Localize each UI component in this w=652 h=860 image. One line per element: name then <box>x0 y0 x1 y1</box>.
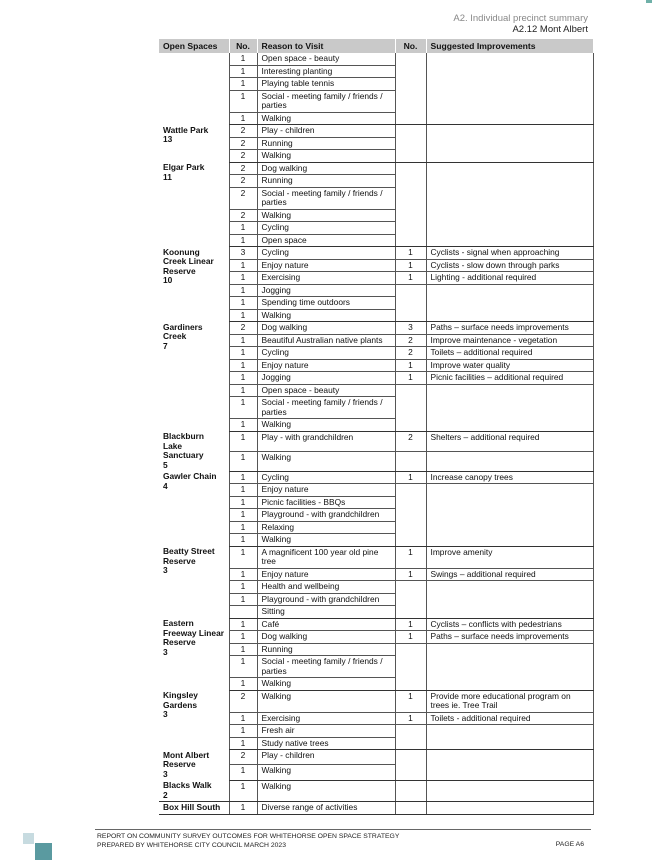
suggested-improvement: Swings – additional required <box>426 568 593 581</box>
reason-to-visit: Walking <box>257 780 395 802</box>
visit-count: 1 <box>229 53 257 65</box>
visit-count: 1 <box>229 451 257 471</box>
table-row <box>159 431 593 451</box>
header-section: A2. Individual precinct summary <box>453 13 588 24</box>
visit-count: 1 <box>229 618 257 631</box>
visit-count: 2 <box>229 750 257 765</box>
suggested-improvement: Picnic facilities – additional required <box>426 372 593 385</box>
suggested-improvement <box>426 581 593 594</box>
reason-to-visit: Play - children <box>257 750 395 765</box>
footer-prepared-by: PREPARED BY WHITEHORSE CITY COUNCIL MARCH 2023 <box>97 841 286 849</box>
suggested-improvement: Lighting - additional required <box>426 272 593 285</box>
suggestion-count: 1 <box>395 372 426 385</box>
suggestion-count: 1 <box>395 546 426 568</box>
reason-to-visit: Open space - beauty <box>257 384 395 397</box>
suggested-improvement <box>426 725 593 738</box>
suggestion-count: 2 <box>395 431 426 451</box>
suggested-improvement: Provide more educational program on trees ie. Tree Trail <box>426 690 593 712</box>
visit-count: 1 <box>229 521 257 534</box>
reason-to-visit: Health and wellbeing <box>257 581 395 594</box>
footer-divider <box>95 829 591 830</box>
suggestion-count: 1 <box>395 631 426 644</box>
suggested-improvement <box>426 593 593 606</box>
suggested-improvement <box>426 284 593 297</box>
reason-to-visit: Walking <box>257 678 395 691</box>
open-space-name: Kingsley Gardens 3 <box>163 690 198 719</box>
reason-to-visit: Exercising <box>257 712 395 725</box>
suggested-improvement <box>426 309 593 322</box>
visit-count: 1 <box>229 509 257 522</box>
suggestion-count <box>395 593 426 606</box>
visit-count: 1 <box>229 534 257 547</box>
col-open-spaces: Open Spaces <box>159 39 229 53</box>
visit-count: 1 <box>229 234 257 247</box>
visit-count: 1 <box>229 297 257 310</box>
open-space-name: Wattle Park 13 <box>163 124 209 144</box>
reason-to-visit: Walking <box>257 690 395 712</box>
footer-report-title: REPORT ON COMMUNITY SURVEY OUTCOMES FOR WHITEHORSE OPEN SPACE STRATEGY <box>97 833 400 840</box>
reason-to-visit: Walking <box>257 112 395 125</box>
suggestion-count: 3 <box>395 322 426 335</box>
visit-count: 2 <box>229 125 257 138</box>
open-space-name: Box Hill South <box>159 802 229 815</box>
suggestion-count <box>395 234 426 247</box>
visit-count: 2 <box>229 137 257 150</box>
suggested-improvement <box>426 125 593 138</box>
corner-accent <box>646 0 652 3</box>
visit-count: 2 <box>229 150 257 163</box>
visit-count: 1 <box>229 90 257 112</box>
suggestion-count <box>395 534 426 547</box>
reason-to-visit: Play - children <box>257 125 395 138</box>
reason-to-visit: Cycling <box>257 471 395 484</box>
suggested-improvement: Cyclists – conflicts with pedestrians <box>426 618 593 631</box>
visit-count: 1 <box>229 112 257 125</box>
suggested-improvement <box>426 534 593 547</box>
suggestion-count <box>395 606 426 619</box>
visit-count: 1 <box>229 471 257 484</box>
suggestion-count <box>395 419 426 432</box>
suggested-improvement <box>426 90 593 112</box>
suggestion-count: 1 <box>395 618 426 631</box>
suggested-improvement <box>426 656 593 678</box>
reason-to-visit: Relaxing <box>257 521 395 534</box>
reason-to-visit: Picnic facilities - BBQs <box>257 496 395 509</box>
col-reason: Reason to Visit <box>257 39 395 53</box>
suggestion-count <box>395 175 426 188</box>
suggestion-count <box>395 521 426 534</box>
suggested-improvement <box>426 451 593 471</box>
visit-count: 1 <box>229 656 257 678</box>
table-row <box>159 780 593 802</box>
reason-to-visit: Dog walking <box>257 322 395 335</box>
visit-count: 3 <box>229 247 257 260</box>
visit-count: 2 <box>229 209 257 222</box>
suggestion-count <box>395 643 426 656</box>
suggestion-count <box>395 496 426 509</box>
suggested-improvement <box>426 209 593 222</box>
visit-count: 1 <box>229 568 257 581</box>
suggestion-count: 1 <box>395 690 426 712</box>
reason-to-visit: Playing table tennis <box>257 78 395 91</box>
reason-to-visit: Walking <box>257 451 395 471</box>
suggestion-count <box>395 209 426 222</box>
col-no: No. <box>229 39 257 53</box>
visit-count: 1 <box>229 397 257 419</box>
reason-to-visit: Social - meeting family / friends / parties <box>257 90 395 112</box>
reason-to-visit: Interesting planting <box>257 65 395 78</box>
open-space-name <box>159 53 229 125</box>
reason-to-visit: Walking <box>257 309 395 322</box>
reason-to-visit: Walking <box>257 150 395 163</box>
suggestion-count <box>395 309 426 322</box>
visit-count: 1 <box>229 334 257 347</box>
suggested-improvement <box>426 137 593 150</box>
suggestion-count: 1 <box>395 359 426 372</box>
table-row <box>159 802 593 815</box>
suggested-improvement <box>426 222 593 235</box>
suggestion-count <box>395 451 426 471</box>
suggestion-count <box>395 397 426 419</box>
visit-count: 1 <box>229 678 257 691</box>
suggestion-count: 2 <box>395 334 426 347</box>
visit-count <box>229 606 257 619</box>
visit-count: 1 <box>229 780 257 802</box>
suggestion-count <box>395 162 426 175</box>
reason-to-visit: Playground - with grandchildren <box>257 593 395 606</box>
reason-to-visit: Café <box>257 618 395 631</box>
suggested-improvement <box>426 112 593 125</box>
suggestion-count: 1 <box>395 259 426 272</box>
open-space-name: Eastern Freeway Linear Reserve 3 <box>163 618 224 657</box>
visit-count: 2 <box>229 187 257 209</box>
visit-count: 1 <box>229 347 257 360</box>
col-no-suggestions: No. <box>395 39 426 53</box>
visit-count: 1 <box>229 765 257 780</box>
reason-to-visit: Open space - beauty <box>257 53 395 65</box>
visit-count: 1 <box>229 372 257 385</box>
table-row <box>159 53 593 65</box>
suggestion-count <box>395 90 426 112</box>
suggestion-count <box>395 509 426 522</box>
reason-to-visit: Cycling <box>257 347 395 360</box>
page-number: PAGE A6 <box>555 841 584 848</box>
visit-count: 1 <box>229 802 257 815</box>
suggestion-count <box>395 150 426 163</box>
suggested-improvement <box>426 397 593 419</box>
footer <box>97 833 399 850</box>
reason-to-visit: Social - meeting family / friends / parties <box>257 187 395 209</box>
table-row <box>159 618 593 631</box>
visit-count: 1 <box>229 431 257 451</box>
visit-count: 1 <box>229 725 257 738</box>
table-row <box>159 247 593 260</box>
table-body <box>159 53 593 814</box>
header-subsection: A2.12 Mont Albert <box>512 24 588 35</box>
visit-count: 1 <box>229 546 257 568</box>
table-row <box>159 322 593 335</box>
suggested-improvement <box>426 750 593 765</box>
reason-to-visit: Dog walking <box>257 162 395 175</box>
suggested-improvement <box>426 53 593 65</box>
suggested-improvement: Increase canopy trees <box>426 471 593 484</box>
visit-count: 2 <box>229 162 257 175</box>
suggestion-count <box>395 384 426 397</box>
suggestion-count: 1 <box>395 568 426 581</box>
visit-count: 2 <box>229 175 257 188</box>
visit-count: 1 <box>229 359 257 372</box>
suggested-improvement: Cyclists - slow down through parks <box>426 259 593 272</box>
open-space-name: Gardiners Creek 7 <box>163 321 203 351</box>
suggested-improvement <box>426 509 593 522</box>
suggestion-count <box>395 222 426 235</box>
reason-to-visit: Play - with grandchildren <box>257 431 395 451</box>
suggestion-count <box>395 765 426 780</box>
table-row <box>159 690 593 712</box>
reason-to-visit: A magnificent 100 year old pine tree <box>257 546 395 568</box>
suggested-improvement: Shelters – additional required <box>426 431 593 451</box>
suggested-improvement <box>426 150 593 163</box>
suggestion-count <box>395 112 426 125</box>
visit-count: 2 <box>229 322 257 335</box>
visit-count: 1 <box>229 631 257 644</box>
visit-count: 1 <box>229 643 257 656</box>
visit-count: 1 <box>229 581 257 594</box>
table-row <box>159 471 593 484</box>
visit-count: 1 <box>229 419 257 432</box>
reason-to-visit: Social - meeting family / friends / parties <box>257 656 395 678</box>
visit-count: 1 <box>229 712 257 725</box>
reason-to-visit: Fresh air <box>257 725 395 738</box>
reason-to-visit: Study native trees <box>257 737 395 750</box>
reason-to-visit: Jogging <box>257 372 395 385</box>
suggested-improvement <box>426 802 593 815</box>
decor-square-light <box>23 833 34 844</box>
reason-to-visit: Enjoy nature <box>257 359 395 372</box>
table-header-row <box>159 39 593 53</box>
suggested-improvement <box>426 234 593 247</box>
suggestion-count <box>395 297 426 310</box>
suggestion-count <box>395 125 426 138</box>
suggested-improvement: Paths – surface needs improvements <box>426 631 593 644</box>
suggested-improvement <box>426 678 593 691</box>
suggestion-count <box>395 187 426 209</box>
open-space-name: Blacks Walk 2 <box>159 780 229 802</box>
open-space-name: Koonung Creek Linear Reserve 10 <box>163 246 214 285</box>
suggestion-count: 1 <box>395 712 426 725</box>
reason-to-visit: Social - meeting family / friends / parties <box>257 397 395 419</box>
suggestion-count <box>395 780 426 802</box>
visit-count: 1 <box>229 222 257 235</box>
reason-to-visit: Playground - with grandchildren <box>257 509 395 522</box>
reason-to-visit: Walking <box>257 419 395 432</box>
suggestion-count <box>395 656 426 678</box>
suggested-improvement: Paths – surface needs improvements <box>426 322 593 335</box>
suggested-improvement <box>426 521 593 534</box>
reason-to-visit: Running <box>257 175 395 188</box>
open-space-name: Beatty Street Reserve 3 <box>163 546 215 575</box>
reason-to-visit: Dog walking <box>257 631 395 644</box>
suggested-improvement: Toilets – additional required <box>426 347 593 360</box>
suggestion-count <box>395 725 426 738</box>
suggestion-count <box>395 581 426 594</box>
decor-square-dark <box>35 843 52 860</box>
visit-count: 1 <box>229 384 257 397</box>
suggested-improvement <box>426 65 593 78</box>
suggested-improvement <box>426 737 593 750</box>
precinct-table <box>159 39 594 815</box>
suggested-improvement <box>426 484 593 497</box>
table-row <box>159 546 593 568</box>
suggestion-count <box>395 284 426 297</box>
suggested-improvement <box>426 162 593 175</box>
visit-count: 2 <box>229 690 257 712</box>
reason-to-visit: Spending time outdoors <box>257 297 395 310</box>
reason-to-visit: Exercising <box>257 272 395 285</box>
suggestion-count <box>395 137 426 150</box>
suggestion-count: 1 <box>395 247 426 260</box>
reason-to-visit: Enjoy nature <box>257 568 395 581</box>
suggested-improvement <box>426 606 593 619</box>
reason-to-visit: Cycling <box>257 247 395 260</box>
visit-count: 1 <box>229 272 257 285</box>
page-header <box>453 13 588 35</box>
reason-to-visit: Jogging <box>257 284 395 297</box>
visit-count: 1 <box>229 284 257 297</box>
open-space-name: Mont Albert Reserve 3 <box>163 749 210 779</box>
reason-to-visit: Cycling <box>257 222 395 235</box>
suggestion-count: 1 <box>395 471 426 484</box>
suggested-improvement <box>426 297 593 310</box>
suggestion-count <box>395 678 426 691</box>
col-suggested-improvements: Suggested Improvements <box>426 39 593 53</box>
reason-to-visit: Open space <box>257 234 395 247</box>
suggestion-count <box>395 484 426 497</box>
suggestion-count <box>395 65 426 78</box>
visit-count: 1 <box>229 484 257 497</box>
visit-count: 1 <box>229 593 257 606</box>
reason-to-visit: Sitting <box>257 606 395 619</box>
reason-to-visit: Enjoy nature <box>257 259 395 272</box>
suggested-improvement: Improve maintenance - vegetation <box>426 334 593 347</box>
open-space-name: Elgar Park 11 <box>163 162 205 182</box>
open-space-name: Gawler Chain 4 <box>163 471 217 491</box>
suggested-improvement: Cyclists - signal when approaching <box>426 247 593 260</box>
suggested-improvement <box>426 496 593 509</box>
visit-count: 1 <box>229 78 257 91</box>
suggested-improvement <box>426 765 593 780</box>
reason-to-visit: Diverse range of activities <box>257 802 395 815</box>
suggestion-count <box>395 750 426 765</box>
suggested-improvement <box>426 78 593 91</box>
table-row <box>159 125 593 138</box>
suggested-improvement <box>426 419 593 432</box>
suggested-improvement <box>426 643 593 656</box>
table-row <box>159 750 593 765</box>
suggestion-count <box>395 53 426 65</box>
reason-to-visit: Walking <box>257 534 395 547</box>
reason-to-visit: Walking <box>257 765 395 780</box>
reason-to-visit: Enjoy nature <box>257 484 395 497</box>
visit-count: 1 <box>229 65 257 78</box>
visit-count: 1 <box>229 737 257 750</box>
reason-to-visit: Running <box>257 137 395 150</box>
suggested-improvement: Toilets - additional required <box>426 712 593 725</box>
visit-count: 1 <box>229 496 257 509</box>
suggestion-count <box>395 737 426 750</box>
reason-to-visit: Beautiful Australian native plants <box>257 334 395 347</box>
suggested-improvement: Improve amenity <box>426 546 593 568</box>
suggested-improvement <box>426 187 593 209</box>
suggestion-count: 1 <box>395 272 426 285</box>
visit-count: 1 <box>229 309 257 322</box>
suggested-improvement <box>426 384 593 397</box>
suggested-improvement: Improve water quality <box>426 359 593 372</box>
reason-to-visit: Running <box>257 643 395 656</box>
table-row <box>159 162 593 175</box>
visit-count: 1 <box>229 259 257 272</box>
suggestion-count <box>395 78 426 91</box>
suggestion-count: 2 <box>395 347 426 360</box>
suggestion-count <box>395 802 426 815</box>
open-space-name: Blackburn Lake Sanctuary 5 <box>163 431 204 470</box>
suggested-improvement <box>426 780 593 802</box>
reason-to-visit: Walking <box>257 209 395 222</box>
suggested-improvement <box>426 175 593 188</box>
